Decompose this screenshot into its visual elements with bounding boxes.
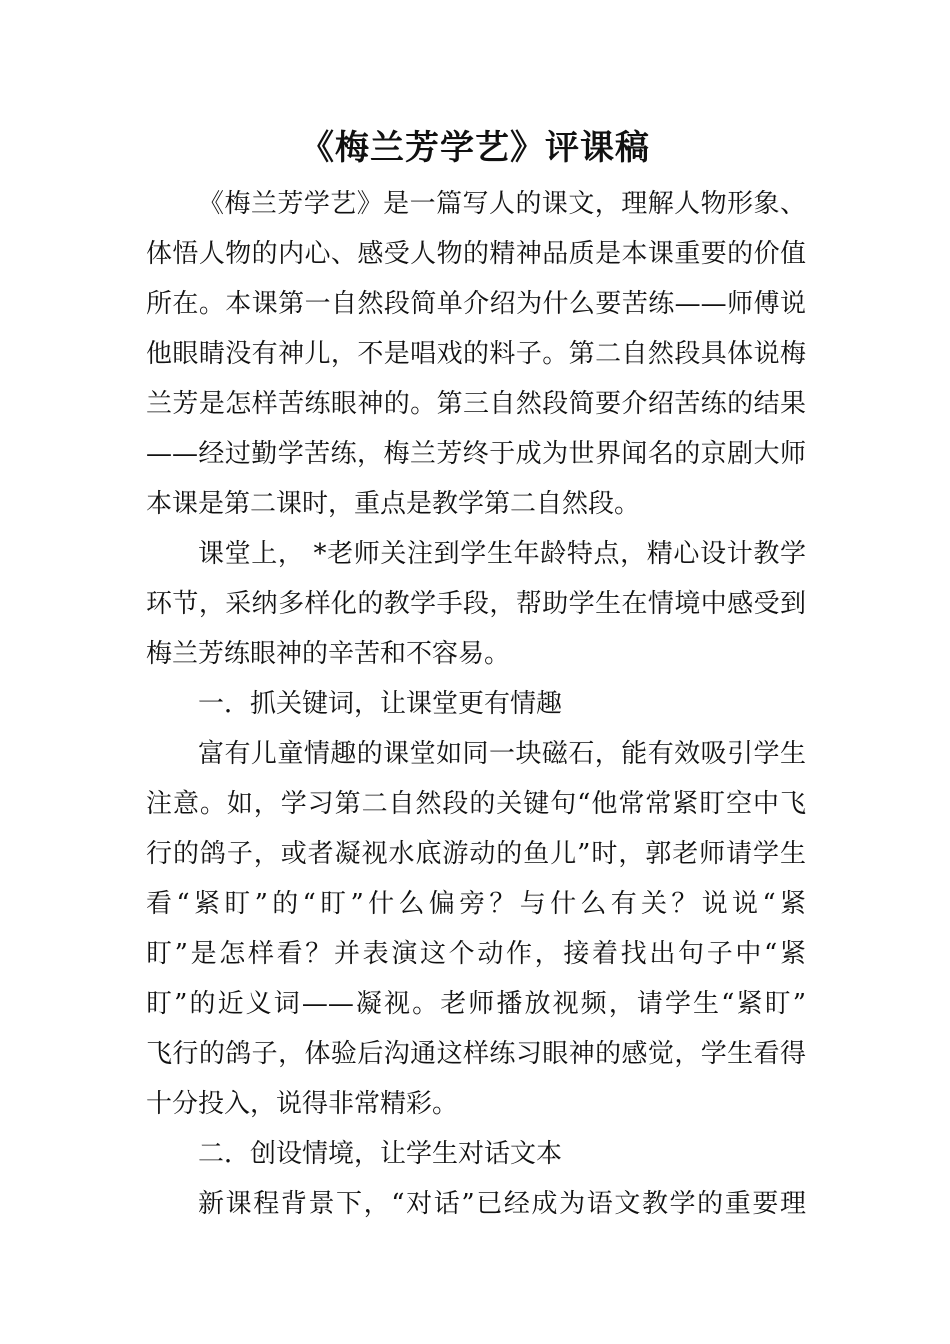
text-line: 兰芳是怎样苦练眼神的。第三自然段简要介绍苦练的结果 [146, 389, 806, 419]
text-line: 本课是第二课时，重点是教学第二自然段。 [146, 489, 641, 519]
text-line: 盯”是怎样看？并表演这个动作，接着找出句子中“紧 [146, 939, 806, 969]
text-line: 体悟人物的内心、感受人物的精神品质是本课重要的价值 [146, 239, 806, 269]
text-line: 梅兰芳练眼神的辛苦和不容易。 [146, 639, 511, 669]
text-line: 行的鸽子，或者凝视水底游动的鱼儿”时，郭老师请学生 [146, 839, 806, 869]
text-line: 新课程背景下，“对话”已经成为语文教学的重要理 [198, 1189, 806, 1219]
text-line: 飞行的鸽子，体验后沟通这样练习眼神的感觉，学生看得 [146, 1039, 806, 1069]
section-heading-2: 二．创设情境，让学生对话文本 [198, 1139, 563, 1169]
text-line: 课堂上， *老师关注到学生年龄特点，精心设计教学 [198, 539, 806, 569]
document-title: 《梅兰芳学艺》评课稿 [300, 128, 650, 168]
section-heading-1: 一．抓关键词，让课堂更有情趣 [198, 689, 563, 719]
text-line: 十分投入，说得非常精彩。 [146, 1089, 459, 1119]
text-line: 盯”的近义词——凝视。老师播放视频，请学生“紧盯” [146, 989, 806, 1019]
text-line: ——经过勤学苦练，梅兰芳终于成为世界闻名的京剧大师 [146, 439, 806, 469]
text-line: 他眼睛没有神儿，不是唱戏的料子。第二自然段具体说梅 [146, 339, 806, 369]
text-line: 所在。本课第一自然段简单介绍为什么要苦练——师傅说 [146, 289, 806, 319]
text-line: 富有儿童情趣的课堂如同一块磁石，能有效吸引学生 [198, 739, 806, 769]
text-line: 环节，采纳多样化的教学手段，帮助学生在情境中感受到 [146, 589, 806, 619]
text-line: 注意。如，学习第二自然段的关键句“他常常紧盯空中飞 [146, 789, 806, 819]
text-line: 《梅兰芳学艺》是一篇写人的课文，理解人物形象、 [198, 189, 806, 219]
text-line: 看“紧盯”的“盯”什么偏旁？与什么有关？说说“紧 [146, 889, 806, 919]
